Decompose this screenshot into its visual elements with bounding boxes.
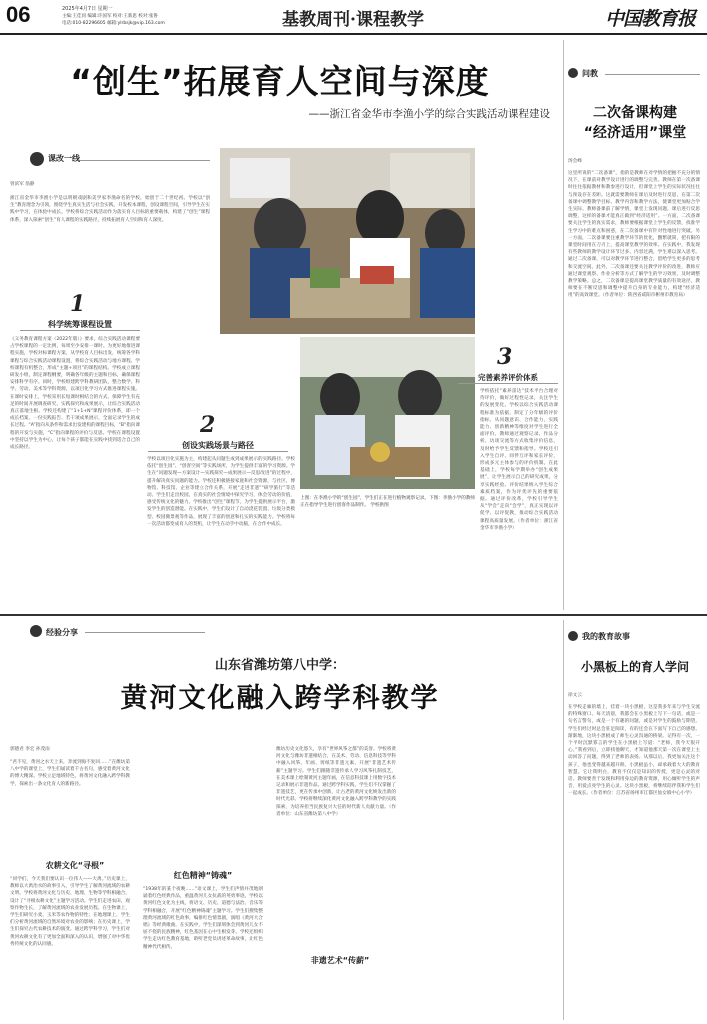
main-headline: “创生”拓展育人空间与深度 <box>70 62 490 101</box>
second-headline: 黄河文化融入跨学科教学 <box>120 683 440 714</box>
subsection-1-cont <box>143 746 263 838</box>
column-divider-right <box>563 40 564 610</box>
editor-credits: 主编:王佳同 编辑:许国军 校对:王新思 校对:张鲁 <box>62 14 158 19</box>
question-tag-label: 问教 <box>582 69 598 78</box>
question-byline: 汤会峰 <box>568 159 582 164</box>
photo-caption: 上图：在李渔小学的“创生园”，学生们正在进行植物观察记录。下图：李渔小学的教师正在指导学生进行创客作品制作。 学校供图 <box>300 496 475 509</box>
story-text: 在学校走廊的墙上，挂着一块小黑板，这是我多年来与学生交流的特殊窗口。每天清晨，我都会在小黑板上写下一句话，或是一句名言警句，或是一个有趣的问题，或是对学生的鼓励与期望。学生们经过时总会驻足阅读，有的还会在下面写下自己的感想。渐渐地，这块小黑板成了师生心灵沟通的桥梁。记得有一次，一个平时沉默寡言的学生在小黑板上写道：“老师，我今天很开心。”我看到后，立即找他聊天，才知道他那天第一次在课堂上主动回答了问题，得到了老师的表扬。从那以后，我更加关注这个孩子，他也变得越来越开朗。小黑板虽小，却承载着大大的教育智慧。它让我明白，教育不仅仅是知识的传授，更是心灵的对话。教师要善于发现和利用身边的教育资源，用心倾听学生的声音，用爱点亮学生的心灵。这块小黑板，将继续陪伴我和学生们一起成长。（作者单位：江苏省扬州市江都区仙女镇中心小学） <box>568 705 700 797</box>
column-divider-lower <box>563 620 564 1020</box>
second-byline: 郭德君 李宏 孙茂雨 <box>10 747 50 752</box>
story-title: 小黑板上的育人学问 <box>580 660 689 674</box>
mid-page-rule <box>0 614 707 616</box>
subsection-2-heading: 红色精神“铸魂” <box>173 871 233 880</box>
experience-tag-icon <box>30 625 42 637</box>
story-tag-icon <box>568 631 578 641</box>
main-subheadline: ——浙江省金华市李渔小学的综合实践活动课程建设 <box>308 108 550 120</box>
main-lead: 浙江省金华市李渔小学是以明朝戏剧和美学家李渔命名的学校，始创于二十世纪初。学校以“创生”教育理念为引领，围绕学生真实生活与社会实践，开发校本课程，创设课程空间，引导学生在实践中学习，在体验中成长。学校将综合实践活动作为落实育人目标的重要载体，构建了“创生”课程体系，深入探索“创生”育人课程的实践路径，持续拓展育人空间和育人深度。 <box>10 196 210 223</box>
section-1-text: 《义务教育课程方案（2022年版）》要求，综合实践活动课程要占学校课程的一定比例，每周至少安排一课时。为更好地推进课程实施，学校对标课程方案，从学校育人目标出发，统筹各学科课程与综合实践活动课程设置，将综合实践活动与地方课程、学校课程有机整合，形成“主题+项目”的课程结构。学校成立课程研发小组，制定课程纲要，明确各年级的主题和目标，确保课程安排科学有序。同时，学校组建跨学科教研团队，整合数学、科学、劳动、美术等学科资源，以项目化学习方式推进课程实施。在课时安排上，学校采用长短课时相结合的方式，保障学生有充足的时间开展调查研究、实践探究和成果展示，让综合实践活动真正落地生根。学校还构建了“1+1+N”课程评价体系，即一个成长档案、一份实践报告、若干项成果展示，全面记录学生的成长过程。“A”指向从条件和需求出发建构的课程目标，“B”指向课程的开发与实施，“C”指向课程的评价与反思。学校在课程设置中坚持以学生为中心，让每个孩子都能在实践中找到适合自己的成长路径。 <box>10 337 140 451</box>
article-photo-top <box>220 148 475 334</box>
page-number: 06 <box>6 2 31 27</box>
masthead-logo: 中国教育报 <box>605 8 696 30</box>
section-1-heading: 科学统筹课程设置 <box>20 319 140 331</box>
subsection-3-text: 潍坊历史文化悠久，享有“世界风筝之都”的美誉。学校将黄河文化与潍坊非遗相结合，在美术、劳动、信息科技等学科中融入风筝、年画、剪纸等非遗元素，开展“非遗艺术传薪”主题学习。学生们跟随非遗传承人学习风筝扎制技艺，在美术课上绘制黄河主题年画，在信息科技课上用数字技术记录和展示非遗作品。通过跨学科实践，学生们不仅掌握了非遗技艺，更在传承中创新，让古老的黄河文化焕发出新的时代光彩。学校将继续深化黄河文化融入跨学科教学的实践探索，为培养担当民族复兴大任的时代新人贡献力量。（作者单位：山东省潍坊第八中学） <box>276 747 396 817</box>
story-byline: 徐文云 <box>568 693 582 698</box>
section-3-text: 学校依托“素养雷达”技术平台合理对待评价，做好过程性记录，关注学生的发展变化。学校以综合实践活动课程标准为依据，制定了分年级的评价指标，从问题意识、合作能力、实践能力、创新精神等维度对学生进行全面评价。教师通过观察记录、作品分析、访谈交流等方式收集评价信息，及时给予学生反馈和指导。学校还引入学生自评、同伴互评和家长评价，形成多元主体参与的评价机制。在此基础上，学校每学期举办“创生成果展”，让学生展示自己的研究成果，分享实践经验。评价结果纳入学生综合素质档案，作为评优评先的重要依据。通过评价改革，学校引导学生从“学会”走向“会学”，真正实现以评促学、以评促教，推动综合实践活动课程高质量发展。（作者单位：浙江省金华市李渔小学） <box>480 389 558 531</box>
section-2-text: 学校以项目化实施为主，构建起从问题生成到成果展示的实践路径。学校依托“创生园”、“创客空间”等实践场所，为学生提供丰富的学习资源。学生在“问题发现—方案设计—实践探究—成果展示—反思改进”的过程中，提升解决真实问题的能力。学校还积极链接家庭和社会资源，与社区、博物馆、科技馆、企业等建立合作关系，开展“走进非遗”“研学旅行”等活动。学生们走出校园，在真实的社会情境中探究学习，体会劳动的价值，感受传统文化的魅力。学校推出“创生”课程节，为学生提供展示平台，激发学生的创造潜能。在实践中，学生们设计了自动浇花装置、垃圾分类模型、校园微景观等作品，展现了丰富的创意和扎实的实践能力。学校将每一次活动都变成育人的契机，让学生在动手中动脑，在合作中成长。 <box>147 457 295 527</box>
subsection-1-heading: 农耕文化“寻根” <box>45 861 105 870</box>
column-tag-kegai <box>30 152 44 166</box>
column-tag-label: 课改一线 <box>48 154 80 163</box>
question-title-line2: “经济适用”课堂 <box>583 125 687 141</box>
subsection-3-heading: 非遗艺术“传薪” <box>310 956 370 965</box>
experience-tag-rule <box>85 632 205 633</box>
main-byline: 曾滨军 翁静 <box>10 182 35 187</box>
issue-date: 2025年4月7日 星期一 <box>62 6 113 12</box>
subsection-1-text: “同学们，今天我们要认识一位伟人——大禹。”历史课上，教师以大禹治水的故事引入，引导学生了解黄河流域的农耕文明。学校将黄河文化与历史、地理、生物等学科相融合，设计了“寻根农耕文化”主题学习活动。学生们走进农田，观察作物生长，了解黄河流域的农业发展历程。在生物课上，学生们研究小麦、玉米等农作物的特性；在地理课上，学生们分析黄河流域的自然环境对农业的影响；在历史课上，学生们探究古代农耕技术的演变。通过跨学科学习，学生们对黄河农耕文化有了更加全面和深入的认识，增强了对中华优秀传统文化的认同感。 <box>10 877 130 947</box>
section-2-heading: 创设实践场景与路径 <box>148 440 288 452</box>
column-tag-rule <box>80 160 210 161</box>
question-tag-icon <box>568 68 578 78</box>
section-2-number: 2 <box>200 412 216 438</box>
subsection-3-cont <box>409 746 557 1018</box>
section-title: 基教周刊·课程教学 <box>282 10 424 30</box>
section-1-number: 1 <box>70 291 86 317</box>
experience-tag-label: 经验分享 <box>46 628 78 637</box>
contact-info: 电话:010-82296605 邮箱:ylrbsjk@vip.163.com <box>62 21 165 26</box>
second-intro: “君不见，黄河之水天上来，奔流到海不复回……”在潍坊第八中学的课堂上，学生们诵读着千古名句，感受着黄河文化的博大精深。学校立足地域特色，将黄河文化融入跨学科教学，探索出一条文化育人的新路径。 <box>10 760 130 787</box>
header-rule <box>0 33 707 35</box>
question-text: 这里所说的“二次备课”，指的是教师在对学情的把握不充分的情况下，在课前对教学设计进行的调整与完善。教师在第一次备课时往往依据教材和教参进行设计，但课堂上学生的实际状况往往与预设存在差距。这就需要教师在课后及时进行反思，在第二次备课中调整教学目标、教学内容和教学方法，使课堂更加贴合学生实际。教师备课前了解学情，课堂上发现问题，课后进行反思调整，这样的备课才能真正做到“经济适用”。一方面，二次备课要关注学生的真实需求，教师要根据课堂上学生的反馈，找准学生学习中的难点和困惑，在二次备课中有针对性地进行突破。另一方面，二次备课要注重教学环节的优化，删繁就简，把有限的课堂时间用在刀刃上，提高课堂教学的效率。在实践中，我发现有些教师的教学设计环节过多、内容过满，学生难以深入思考。通过二次备课，可以对教学环节进行整合，留给学生更多的思考和交流空间。此外，二次备课还要关注教学评价的改进，教师应通过课堂观察、作业分析等方式了解学生的学习效果，及时调整教学策略。总之，二次备课是提高课堂教学质量的有效途径，教师要在不断反思和调整中提升自身的专业能力，构建“经济适用”的高效课堂。（作者单位：陕西省咸阳市彬州市教育局） <box>568 171 700 299</box>
article-photo-bottom <box>300 337 475 489</box>
second-kicker: 山东省潍坊第八中学： <box>214 658 345 673</box>
section-3-heading: 完善素养评价体系 <box>458 372 558 384</box>
story-tag-label: 我的教育故事 <box>582 632 630 641</box>
section-3-number: 3 <box>497 344 513 370</box>
question-tag-rule <box>605 74 700 75</box>
subsection-2-text: “1938年的某个夜晚……”语文课上，学生们声情并茂地朗诵着红色经典作品，重温黄河儿女抗战的英勇事迹。学校以黄河红色文化为主线，将语文、历史、道德与法治、音乐等学科相融合，开展“红色精神铸魂”主题学习。学生们搜集整理黄河流域的红色故事，编排红色情景剧，演唱《黄河大合唱》等经典歌曲。在实践中，学生们深刻体会到黄河儿女不屈不挠的民族精神，红色基因在心中生根发芽。学校还组织学生走访红色教育基地，聆听老党员讲述革命故事，让红色精神代代相传。 <box>143 887 263 950</box>
section-1-2-bridge <box>147 336 295 406</box>
question-title-line1: 二次备课构建 <box>593 105 677 121</box>
